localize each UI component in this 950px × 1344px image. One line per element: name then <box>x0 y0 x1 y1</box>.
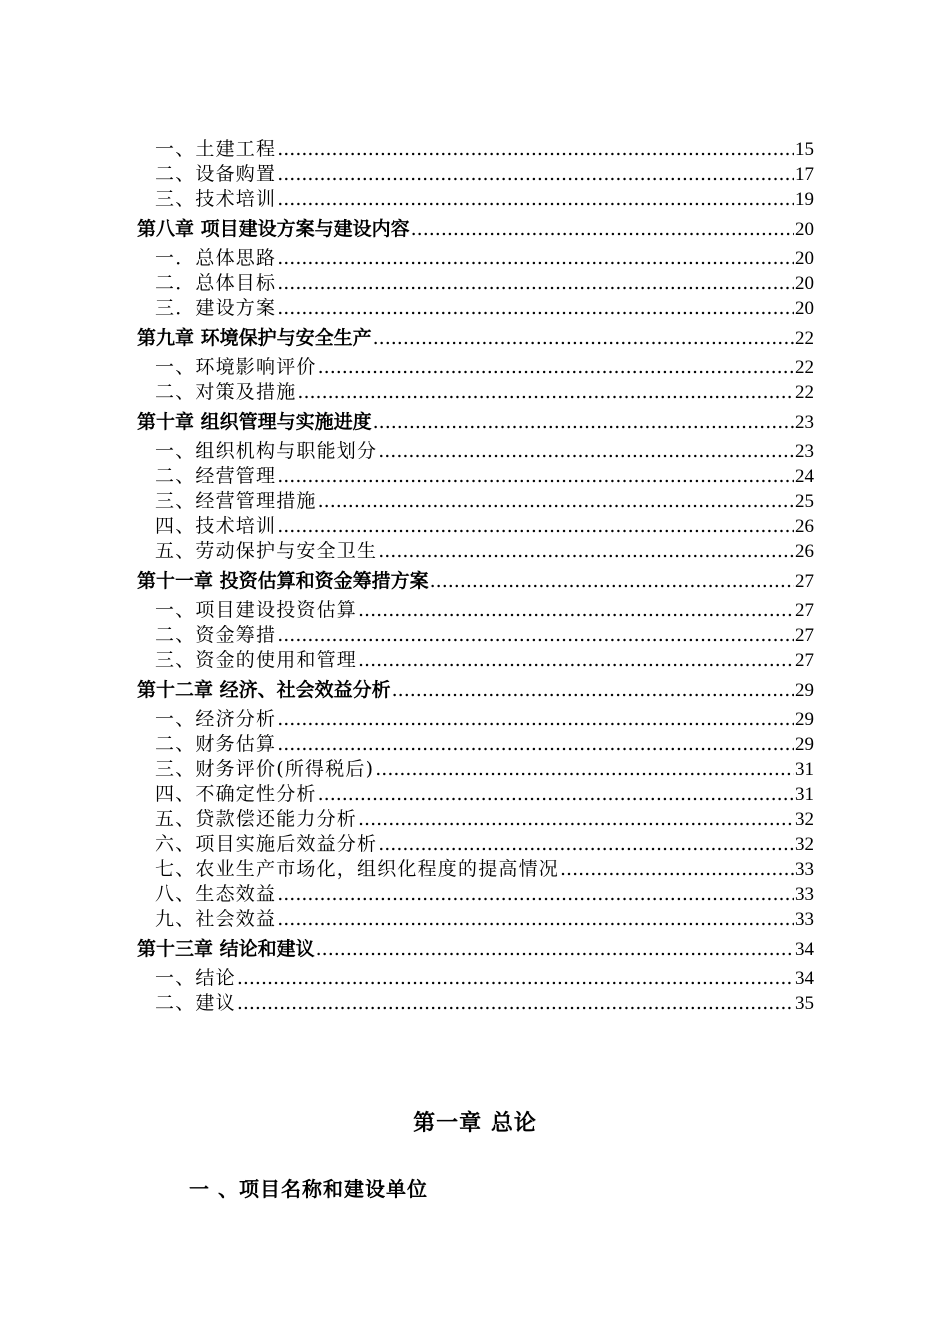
toc-section-entry[interactable] <box>137 539 814 564</box>
toc-leader-dots <box>277 271 794 296</box>
toc-leader-dots <box>378 832 794 857</box>
toc-section-entry[interactable] <box>137 271 814 296</box>
toc-page-number: 32 <box>795 809 814 830</box>
toc-page-number: 27 <box>795 650 814 671</box>
toc-section-entry[interactable] <box>137 991 814 1016</box>
toc-leader-dots <box>375 757 794 782</box>
toc-entry-label: 二、建议 <box>155 992 236 1014</box>
toc-section-entry[interactable] <box>137 857 814 882</box>
toc-entry-label: 三、技术培训 <box>155 188 277 210</box>
toc-leader-dots <box>411 212 794 246</box>
toc-entry-label: 五、劳动保护与安全卫生 <box>155 540 378 562</box>
toc-entry-label: 二、经营管理 <box>155 465 277 487</box>
toc-entry-label: 二、资金筹措 <box>155 624 277 646</box>
toc-leader-dots <box>277 296 794 321</box>
toc-leader-dots <box>358 598 794 623</box>
toc-leader-dots <box>277 464 794 489</box>
toc-section-entry[interactable] <box>137 514 814 539</box>
toc-page-number: 33 <box>795 859 814 880</box>
toc-page-number: 27 <box>795 625 814 646</box>
toc-entry-label: 二、设备购置 <box>155 163 277 185</box>
toc-entry-label: 四、不确定性分析 <box>155 783 317 805</box>
toc-page-number: 35 <box>795 993 814 1014</box>
toc-page-number: 22 <box>795 382 814 403</box>
toc-section-entry[interactable] <box>137 907 814 932</box>
toc-entry-label: 一、经济分析 <box>155 708 277 730</box>
toc-chapter-entry[interactable] <box>137 932 814 966</box>
toc-leader-dots <box>237 966 794 991</box>
toc-entry-label: 三、资金的使用和管理 <box>155 649 358 671</box>
toc-entry-label: 七、农业生产市场化，组织化程度的提高情况 <box>155 858 560 880</box>
toc-leader-dots <box>277 623 794 648</box>
toc-leader-dots <box>277 707 794 732</box>
toc-section-entry[interactable] <box>137 832 814 857</box>
toc-leader-dots <box>277 162 794 187</box>
toc-entry-label: 一、土建工程 <box>155 138 277 160</box>
toc-leader-dots <box>316 932 794 966</box>
toc-entry-label: 三．建设方案 <box>155 297 277 319</box>
toc-leader-dots <box>392 673 794 707</box>
toc-leader-dots <box>430 564 794 598</box>
toc-page-number: 26 <box>795 541 814 562</box>
toc-entry-label: 第十章 组织管理与实施进度 <box>137 411 372 433</box>
toc-entry-label: 一、环境影响评价 <box>155 356 317 378</box>
toc-section-entry[interactable] <box>137 489 814 514</box>
toc-leader-dots <box>318 355 794 380</box>
toc-entry-label: 三、经营管理措施 <box>155 490 317 512</box>
toc-entry-label: 第十二章 经济、社会效益分析 <box>137 679 391 701</box>
toc-section-entry[interactable] <box>137 648 814 673</box>
toc-page-number: 25 <box>795 491 814 512</box>
toc-section-entry[interactable] <box>137 439 814 464</box>
toc-entry-label: 六、项目实施后效益分析 <box>155 833 378 855</box>
toc-section-entry[interactable] <box>137 598 814 623</box>
toc-entry-label: 一．总体思路 <box>155 247 277 269</box>
toc-leader-dots <box>373 405 794 439</box>
toc-page-number: 29 <box>795 680 814 701</box>
toc-leader-dots <box>277 907 794 932</box>
toc-section-entry[interactable] <box>137 137 814 162</box>
toc-leader-dots <box>358 807 794 832</box>
toc-page-number: 26 <box>795 516 814 537</box>
toc-entry-label: 三、财务评价(所得税后) <box>155 758 375 780</box>
toc-section-entry[interactable] <box>137 782 814 807</box>
toc-entry-label: 一、组织机构与职能划分 <box>155 440 378 462</box>
toc-section-entry[interactable] <box>137 296 814 321</box>
toc-entry-label: 二．总体目标 <box>155 272 277 294</box>
toc-entry-label: 第九章 环境保护与安全生产 <box>137 327 372 349</box>
toc-chapter-entry[interactable] <box>137 564 814 598</box>
toc-entry-label: 九、社会效益 <box>155 908 277 930</box>
toc-section-entry[interactable] <box>137 464 814 489</box>
toc-entry-label: 二、财务估算 <box>155 733 277 755</box>
toc-leader-dots <box>237 991 794 1016</box>
toc-page-number: 19 <box>795 189 814 210</box>
toc-section-entry[interactable] <box>137 732 814 757</box>
toc-chapter-entry[interactable] <box>137 321 814 355</box>
toc-page-number: 20 <box>795 248 814 269</box>
toc-leader-dots <box>378 539 794 564</box>
toc-section-entry[interactable] <box>137 757 814 782</box>
toc-section-entry[interactable] <box>137 966 814 991</box>
toc-entry-label: 第十一章 投资估算和资金筹措方案 <box>137 570 429 592</box>
toc-page-number: 23 <box>795 412 814 433</box>
toc-section-entry[interactable] <box>137 882 814 907</box>
toc-leader-dots <box>277 246 794 271</box>
toc-leader-dots <box>358 648 794 673</box>
toc-leader-dots <box>318 782 794 807</box>
toc-entry-label: 八、生态效益 <box>155 883 277 905</box>
toc-section-entry[interactable] <box>137 707 814 732</box>
toc-page-number: 34 <box>795 968 814 989</box>
chapter-heading: 第一章 总论 <box>413 1110 537 1136</box>
toc-page-number: 34 <box>795 939 814 960</box>
toc-page-number: 22 <box>795 357 814 378</box>
toc-leader-dots <box>277 514 794 539</box>
toc-leader-dots <box>318 489 794 514</box>
toc-page-number: 29 <box>795 709 814 730</box>
toc-page-number: 27 <box>795 571 814 592</box>
toc-entry-label: 一、项目建设投资估算 <box>155 599 358 621</box>
toc-page-number: 17 <box>795 164 814 185</box>
toc-page-number: 33 <box>795 884 814 905</box>
toc-page-number: 32 <box>795 834 814 855</box>
toc-entry-label: 二、对策及措施 <box>155 381 297 403</box>
toc-page-number: 15 <box>795 139 814 160</box>
toc-page-number: 31 <box>795 784 814 805</box>
toc-page-number: 24 <box>795 466 814 487</box>
toc-page-number: 20 <box>795 273 814 294</box>
toc-chapter-entry[interactable] <box>137 673 814 707</box>
toc-page-number: 27 <box>795 600 814 621</box>
toc-section-entry[interactable] <box>137 380 814 405</box>
toc-entry-label: 第十三章 结论和建议 <box>137 938 315 960</box>
toc-page-number: 33 <box>795 909 814 930</box>
toc-section-entry[interactable] <box>137 355 814 380</box>
toc-entry-label: 五、贷款偿还能力分析 <box>155 808 358 830</box>
toc-leader-dots <box>373 321 794 355</box>
toc-leader-dots <box>277 187 794 212</box>
toc-page-number: 29 <box>795 734 814 755</box>
toc-leader-dots <box>277 882 794 907</box>
toc-chapter-entry[interactable] <box>137 405 814 439</box>
toc-page-number: 20 <box>795 219 814 240</box>
toc-page-number: 31 <box>795 759 814 780</box>
toc-entry-label: 一、结论 <box>155 967 236 989</box>
toc-leader-dots <box>277 732 794 757</box>
toc-entry-label: 第八章 项目建设方案与建设内容 <box>137 218 410 240</box>
toc-page-number: 23 <box>795 441 814 462</box>
toc-leader-dots <box>277 137 794 162</box>
toc-section-entry[interactable] <box>137 162 814 187</box>
section-heading: 一 、项目名称和建设单位 <box>189 1177 428 1201</box>
toc-section-entry[interactable] <box>137 807 814 832</box>
toc-section-entry[interactable] <box>137 623 814 648</box>
toc-entry-label: 四、技术培训 <box>155 515 277 537</box>
toc-leader-dots <box>378 439 794 464</box>
toc-page-number: 22 <box>795 328 814 349</box>
toc-page-number: 20 <box>795 298 814 319</box>
table-of-contents <box>137 137 814 1016</box>
toc-leader-dots <box>560 857 794 882</box>
toc-chapter-entry[interactable] <box>137 212 814 246</box>
toc-section-entry[interactable] <box>137 187 814 212</box>
toc-leader-dots <box>297 380 794 405</box>
toc-section-entry[interactable] <box>137 246 814 271</box>
